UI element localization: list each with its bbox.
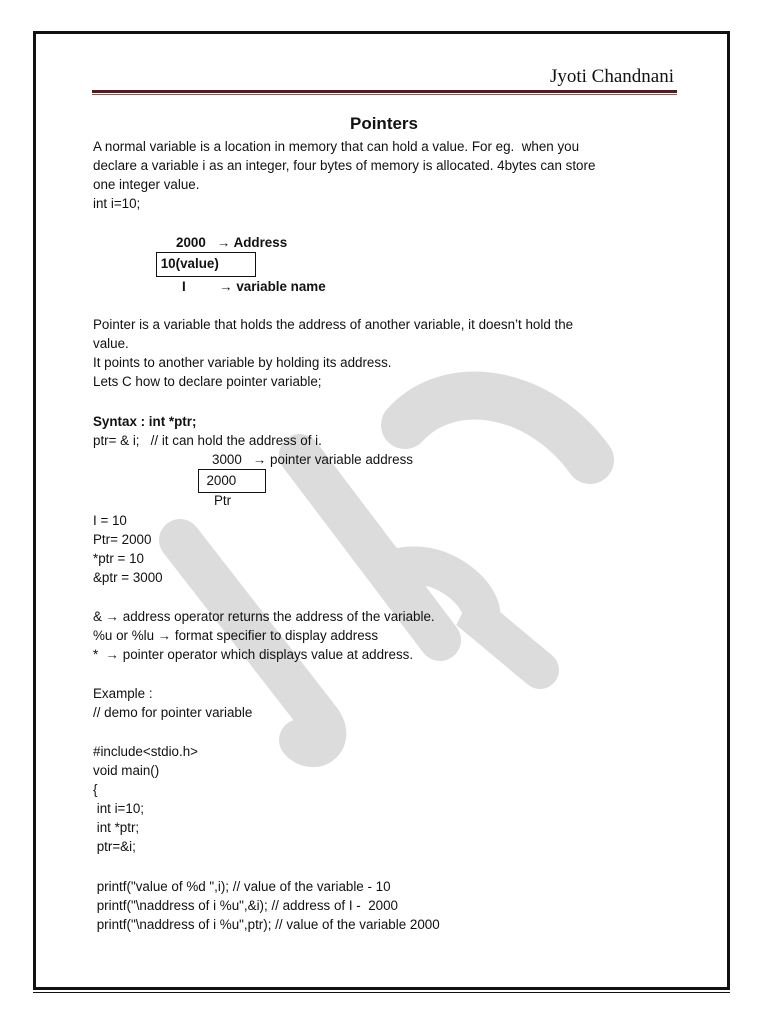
diagram2-box: 2000 bbox=[198, 469, 266, 493]
example-label: Example : bbox=[93, 686, 153, 701]
operator-line-3: * → pointer operator which displays value at address. bbox=[93, 647, 414, 662]
code-line-4: int i=10; bbox=[93, 801, 144, 816]
header-rule-thin bbox=[92, 94, 677, 95]
diagram2-name: Ptr bbox=[214, 493, 232, 508]
example-comment: // demo for pointer variable bbox=[93, 705, 253, 720]
diagram1-name: I → variable name bbox=[182, 279, 326, 294]
code-line-2: void main() bbox=[93, 763, 160, 778]
syntax-assign: ptr= & i; // it can hold the address of i. bbox=[93, 433, 322, 448]
author-name: Jyoti Chandnani bbox=[549, 66, 674, 87]
diagram1-box: 10(value) bbox=[156, 252, 256, 277]
diagram1-address: 2000 → Address bbox=[176, 235, 288, 250]
value-line-2: Ptr= 2000 bbox=[93, 532, 152, 547]
definition-line-4: Lets C how to declare pointer variable; bbox=[93, 374, 322, 389]
page-title: Pointers bbox=[349, 114, 419, 133]
definition-line-2: value. bbox=[93, 336, 129, 351]
code-line-1: #include<stdio.h> bbox=[93, 744, 198, 759]
definition-line-1: Pointer is a variable that holds the address of another variable, it doesn’t hold the bbox=[93, 317, 574, 332]
intro-line-2: declare a variable i as an integer, four bytes of memory is allocated. 4bytes can store bbox=[93, 158, 596, 173]
diagram2-address: 3000 → pointer variable address bbox=[212, 452, 413, 467]
code-line-10: printf("\naddress of i %u",ptr); // value of the variable 2000 bbox=[93, 917, 440, 932]
operator-line-2: %u or %lu → format specifier to display address bbox=[93, 628, 379, 643]
header-rule bbox=[92, 90, 677, 93]
code-line-6: ptr=&i; bbox=[93, 839, 136, 854]
code-line-3: { bbox=[93, 782, 98, 797]
code-line-9: printf("\naddress of i %u",&i); // address of I - 2000 bbox=[93, 898, 398, 913]
intro-line-3: one integer value. bbox=[93, 177, 200, 192]
value-line-3: *ptr = 10 bbox=[93, 551, 144, 566]
intro-line-4: int i=10; bbox=[93, 196, 141, 211]
page-border-bottom-line bbox=[33, 992, 730, 993]
code-line-8: printf("value of %d ",i); // value of the variable - 10 bbox=[93, 879, 391, 894]
watermark-arc bbox=[405, 396, 590, 460]
intro-line-1: A normal variable is a location in memory that can hold a value. For eg. when you bbox=[93, 139, 580, 154]
definition-line-3: It points to another variable by holding its address. bbox=[93, 355, 392, 370]
value-line-4: &ptr = 3000 bbox=[93, 570, 163, 585]
operator-line-1: & → address operator returns the address of the variable. bbox=[93, 609, 435, 624]
syntax-label: Syntax : int *ptr; bbox=[93, 414, 197, 429]
code-line-5: int *ptr; bbox=[93, 820, 140, 835]
value-line-1: I = 10 bbox=[93, 513, 127, 528]
